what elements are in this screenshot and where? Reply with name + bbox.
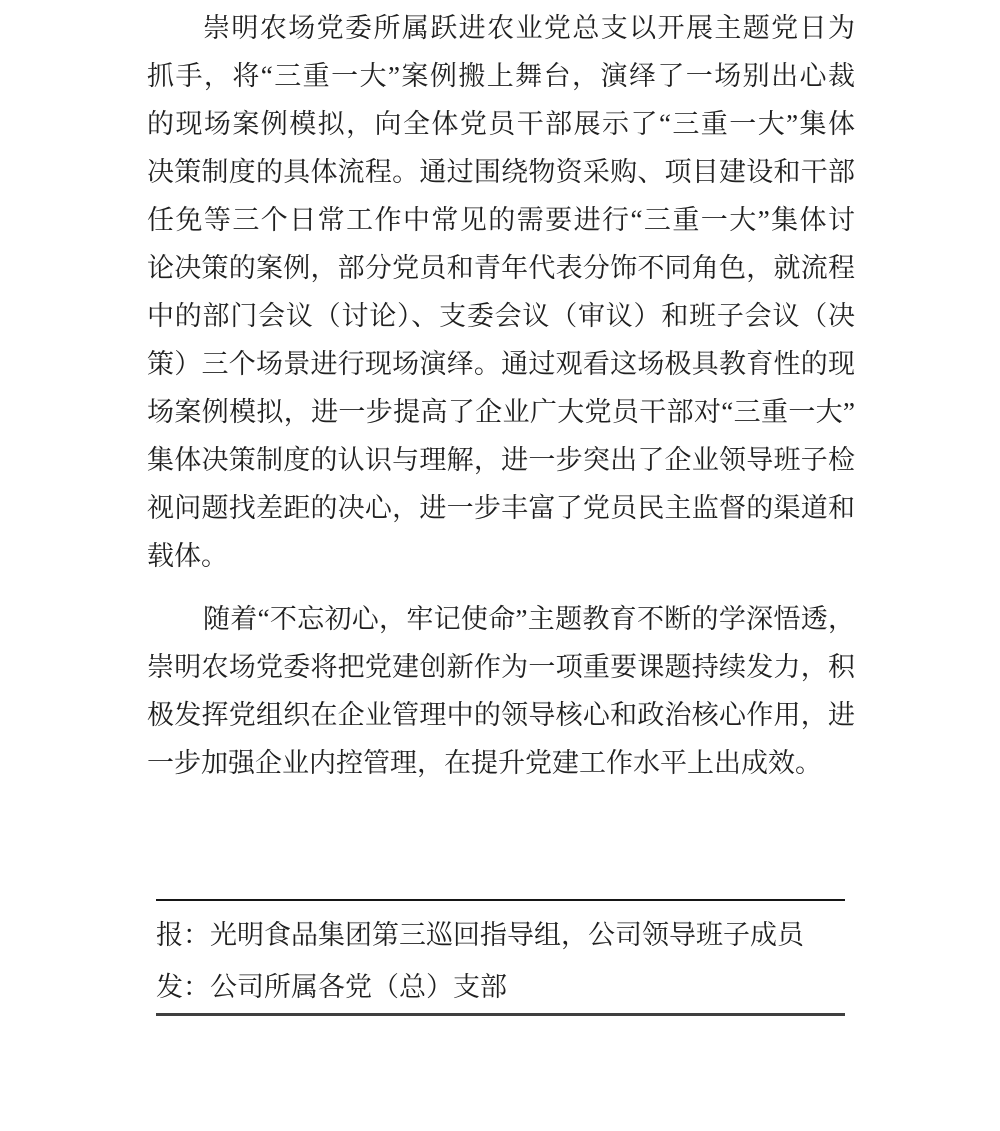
document-body — [147, 4, 855, 787]
text-line: 载体。 — [147, 541, 228, 571]
text-line: 中的部门会议（讨论）、支委会议（审议）和班子会议（决 — [147, 301, 855, 331]
footer-report-line: 报：光明食品集团第三巡回指导组，公司领导班子成员 — [156, 920, 804, 950]
text-line: 极发挥党组织在企业管理中的领导核心和政治核心作用，进 — [147, 700, 855, 730]
footer-distribution-line: 发：公司所属各党（总）支部 — [156, 972, 507, 1002]
text-line: 策）三个场景进行现场演绎。通过观看这场极具教育性的现 — [147, 349, 855, 379]
paragraph-main — [147, 4, 855, 580]
text-line: 崇明农场党委将把党建创新作为一项重要课题持续发力，积 — [147, 652, 855, 682]
text-line: 的现场案例模拟，向全体党员干部展示了“三重一大”集体 — [147, 109, 855, 139]
text-line: 一步加强企业内控管理，在提升党建工作水平上出成效。 — [147, 748, 822, 778]
text-line: 集体决策制度的认识与理解，进一步突出了企业领导班子检 — [147, 445, 855, 475]
text-line: 抓手，将“三重一大”案例搬上舞台，演绎了一场别出心裁 — [147, 61, 855, 91]
text-line: 论决策的案例，部分党员和青年代表分饰不同角色，就流程 — [147, 253, 855, 283]
text-line: 崇明农场党委所属跃进农业党总支以开展主题党日为 — [203, 13, 855, 43]
text-line: 随着“不忘初心，牢记使命”主题教育不断的学深悟透， — [203, 604, 855, 634]
paragraph-closing — [147, 595, 855, 787]
text-line: 视问题找差距的决心，进一步丰富了党员民主监督的渠道和 — [147, 493, 855, 523]
distribution-block — [156, 899, 845, 1016]
text-line: 任免等三个日常工作中常见的需要进行“三重一大”集体讨 — [147, 205, 855, 235]
text-line: 决策制度的具体流程。通过围绕物资采购、项目建设和干部 — [147, 157, 855, 187]
text-line: 场案例模拟，进一步提高了企业广大党员干部对“三重一大” — [147, 397, 855, 427]
